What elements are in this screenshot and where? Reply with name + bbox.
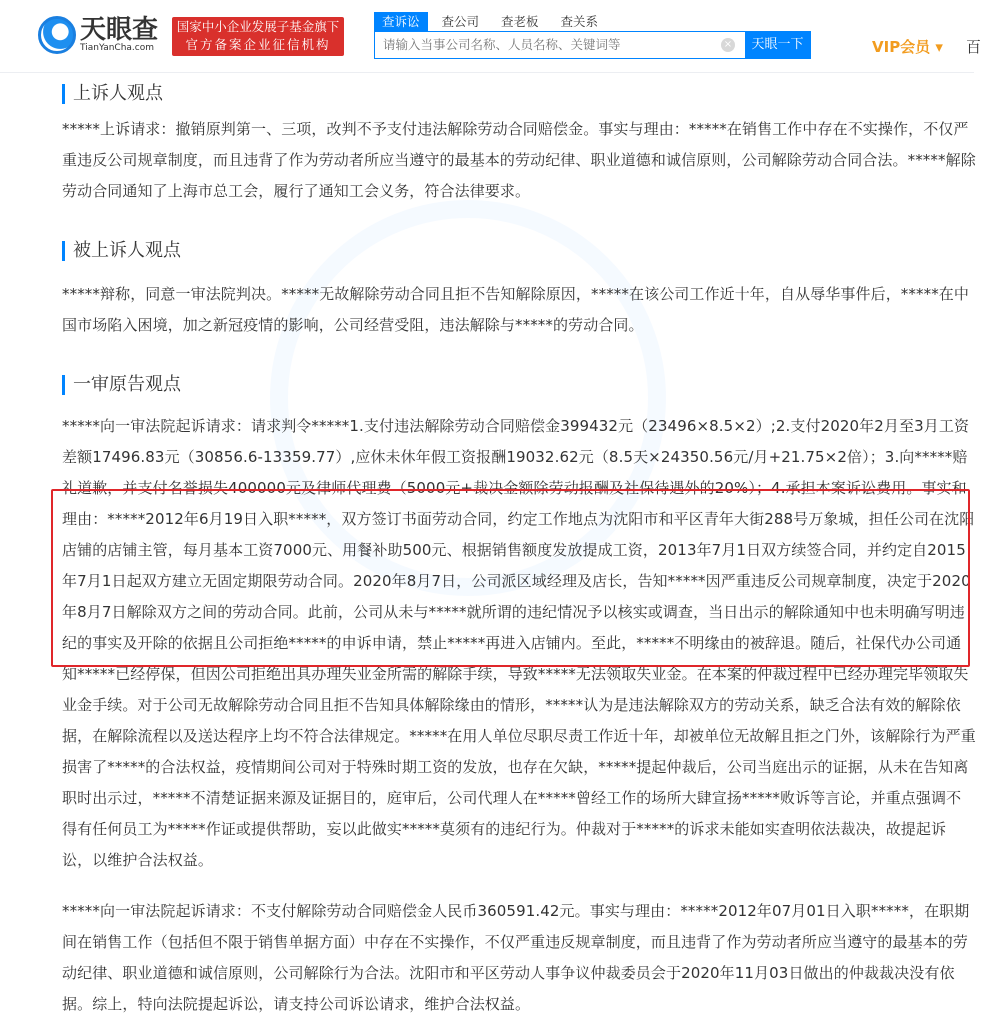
- top-header: [0, 0, 981, 73]
- logo-icon: [38, 16, 76, 54]
- badge-line1: 国家中小企业发展子基金旗下: [176, 19, 340, 34]
- badge-line2: 官方备案企业征信机构: [185, 37, 331, 52]
- tab-relation[interactable]: 查关系: [560, 14, 599, 29]
- logo[interactable]: [38, 16, 158, 54]
- section-paragraph: *****上诉请求：撤销原判第一、三项，改判不予支付违法解除劳动合同赔偿金。事实与理由：*****在销售工作中存在不实操作，不仅严重违反公司规章制度，而且违背了作为劳动者所应当遵守的最基本的劳动纪律、职业道德和诚信原则，公司解除劳动合同合法。*****解除劳动合同通知了上海市总工会，履行了通知工会义务，符合法律要求。: [62, 120, 976, 200]
- section-paragraph: *****辩称，同意一审法院判决。*****无故解除劳动合同且拒不告知解除原因，*****在该公司工作近十年，自从辱华事件后，*****在中国市场陷入困境，加之新冠疫情的影响，公司经营受阻，违法解除与*****的劳动合同。: [62, 285, 970, 334]
- logo-domain: TianYanCha.com: [80, 43, 155, 53]
- section-paragraph: *****向一审法院起诉请求：不支付解除劳动合同赔偿金人民币360591.42元。事实与理由：*****2012年07月01日入职*****，在职期间在销售工作（包括但不限于销售单据方面）中存在不实操作，不仅严重违反规章制度，而且违背了作为劳动者所应当遵守的最基本的劳动纪律、职业道德和诚信原则，公司解除行为合法。沈阳市和平区劳动人事争议仲裁委员会于2020年11月03日做出的仲裁裁决没有依据。综上，特向法院提起诉讼，请支持公司诉讼请求，维护合法权益。: [62, 902, 970, 1013]
- tab-boss[interactable]: 查老板: [501, 14, 539, 29]
- search-button[interactable]: 天眼一下: [745, 32, 810, 58]
- section-appellee-view: [62, 241, 976, 341]
- tab-lawsuit[interactable]: 查诉讼: [374, 12, 428, 32]
- search-tabs: [374, 12, 612, 32]
- logo-name: 天眼查: [80, 15, 159, 45]
- search-input[interactable]: [375, 32, 721, 58]
- section-title: 上诉人观点: [62, 84, 976, 104]
- clear-icon[interactable]: ×: [721, 38, 735, 52]
- section-title: 一审原告观点: [62, 375, 976, 395]
- tab-company[interactable]: 查公司: [441, 14, 480, 29]
- section-paragraph: *****向一审法院起诉请求：请求判令*****1.支付违法解除劳动合同赔偿金399432元（23496×8.5×2）;2.支付2020年2月至3月工资差额17496.83元（30856.6-13359.77）,应休未休年假工资报酬19032.62元（8.5天×24350.56元/月+21.75×2倍）；3.向*****赔礼道歉，并支付名誉损失400000元及律师代理费（5000元+裁决金额除劳动报酬及社保待遇外的20%）；4.承担本案诉讼费用。事实和理由：*****2012年6月19日入职*****，双方签订书面劳动合同，约定工作地点为沈阳市和平区青年大街288号万象城，担任公司在沈阳店铺的店铺主管，每月基本工资7000元、用餐补助500元、根据销售额度发放提成工资，2013年7月1日双方续签合同，并约定自2015年7月1日起双方建立无固定期限劳动合同。2020年8月7日，公司派区域经理及店长，告知*****因严重违反公司规章制度，决定于2020年8月7日解除双方之间的劳动合同。此前，公司从未与*****就所谓的违纪情况予以核实或调查，当日出示的解除通知中也未明确写明违纪的事实及开除的依据且公司拒绝*****的申诉申请，禁止*****再进入店铺内。至此，*****不明缘由的被辞退。随后，社保代办公司通知*****已经停保，但因公司拒绝出具办理失业金所需的解除手续，导致*****无法领取失业金。在本案的仲裁过程中已经办理完毕领取失业金手续。对于公司无故解除劳动合同且拒不告知具体解除缘由的情形，*****认为是违法解除双方的劳动关系，缺乏合法有效的解除依据，在解除流程以及送达程序上均不符合法律规定。*****在用人单位尽职尽责工作近十年，却被单位无故解且拒之门外，该解除行为严重损害了*****的合法权益，疫情期间公司对于特殊时期工资的发放，也存在欠缺，*****提起仲裁后，公司当庭出示的证据，从未在告知离职时出示过，*****不清楚证据来源及证据目的，庭审后，公司代理人在*****曾经工作的场所大肆宣扬*****败诉等言论，并重点强调不得有任何员工为*****作证或提供帮助，妄以此做实*****莫须有的违纪行为。仲裁对于*****的诉求未能如实查明依法裁决，故提起诉讼，以维护合法权益。: [62, 417, 976, 869]
- section-appellant-view: [62, 84, 976, 207]
- nav-item-truncated[interactable]: 百: [966, 38, 981, 56]
- search-bar: [374, 31, 811, 59]
- judgment-content: [62, 72, 976, 1020]
- section-plaintiff-view: [62, 375, 976, 1020]
- certification-badge: [172, 17, 344, 56]
- vip-menu[interactable]: VIP会员 ▾: [872, 38, 943, 56]
- section-title: 被上诉人观点: [62, 241, 976, 261]
